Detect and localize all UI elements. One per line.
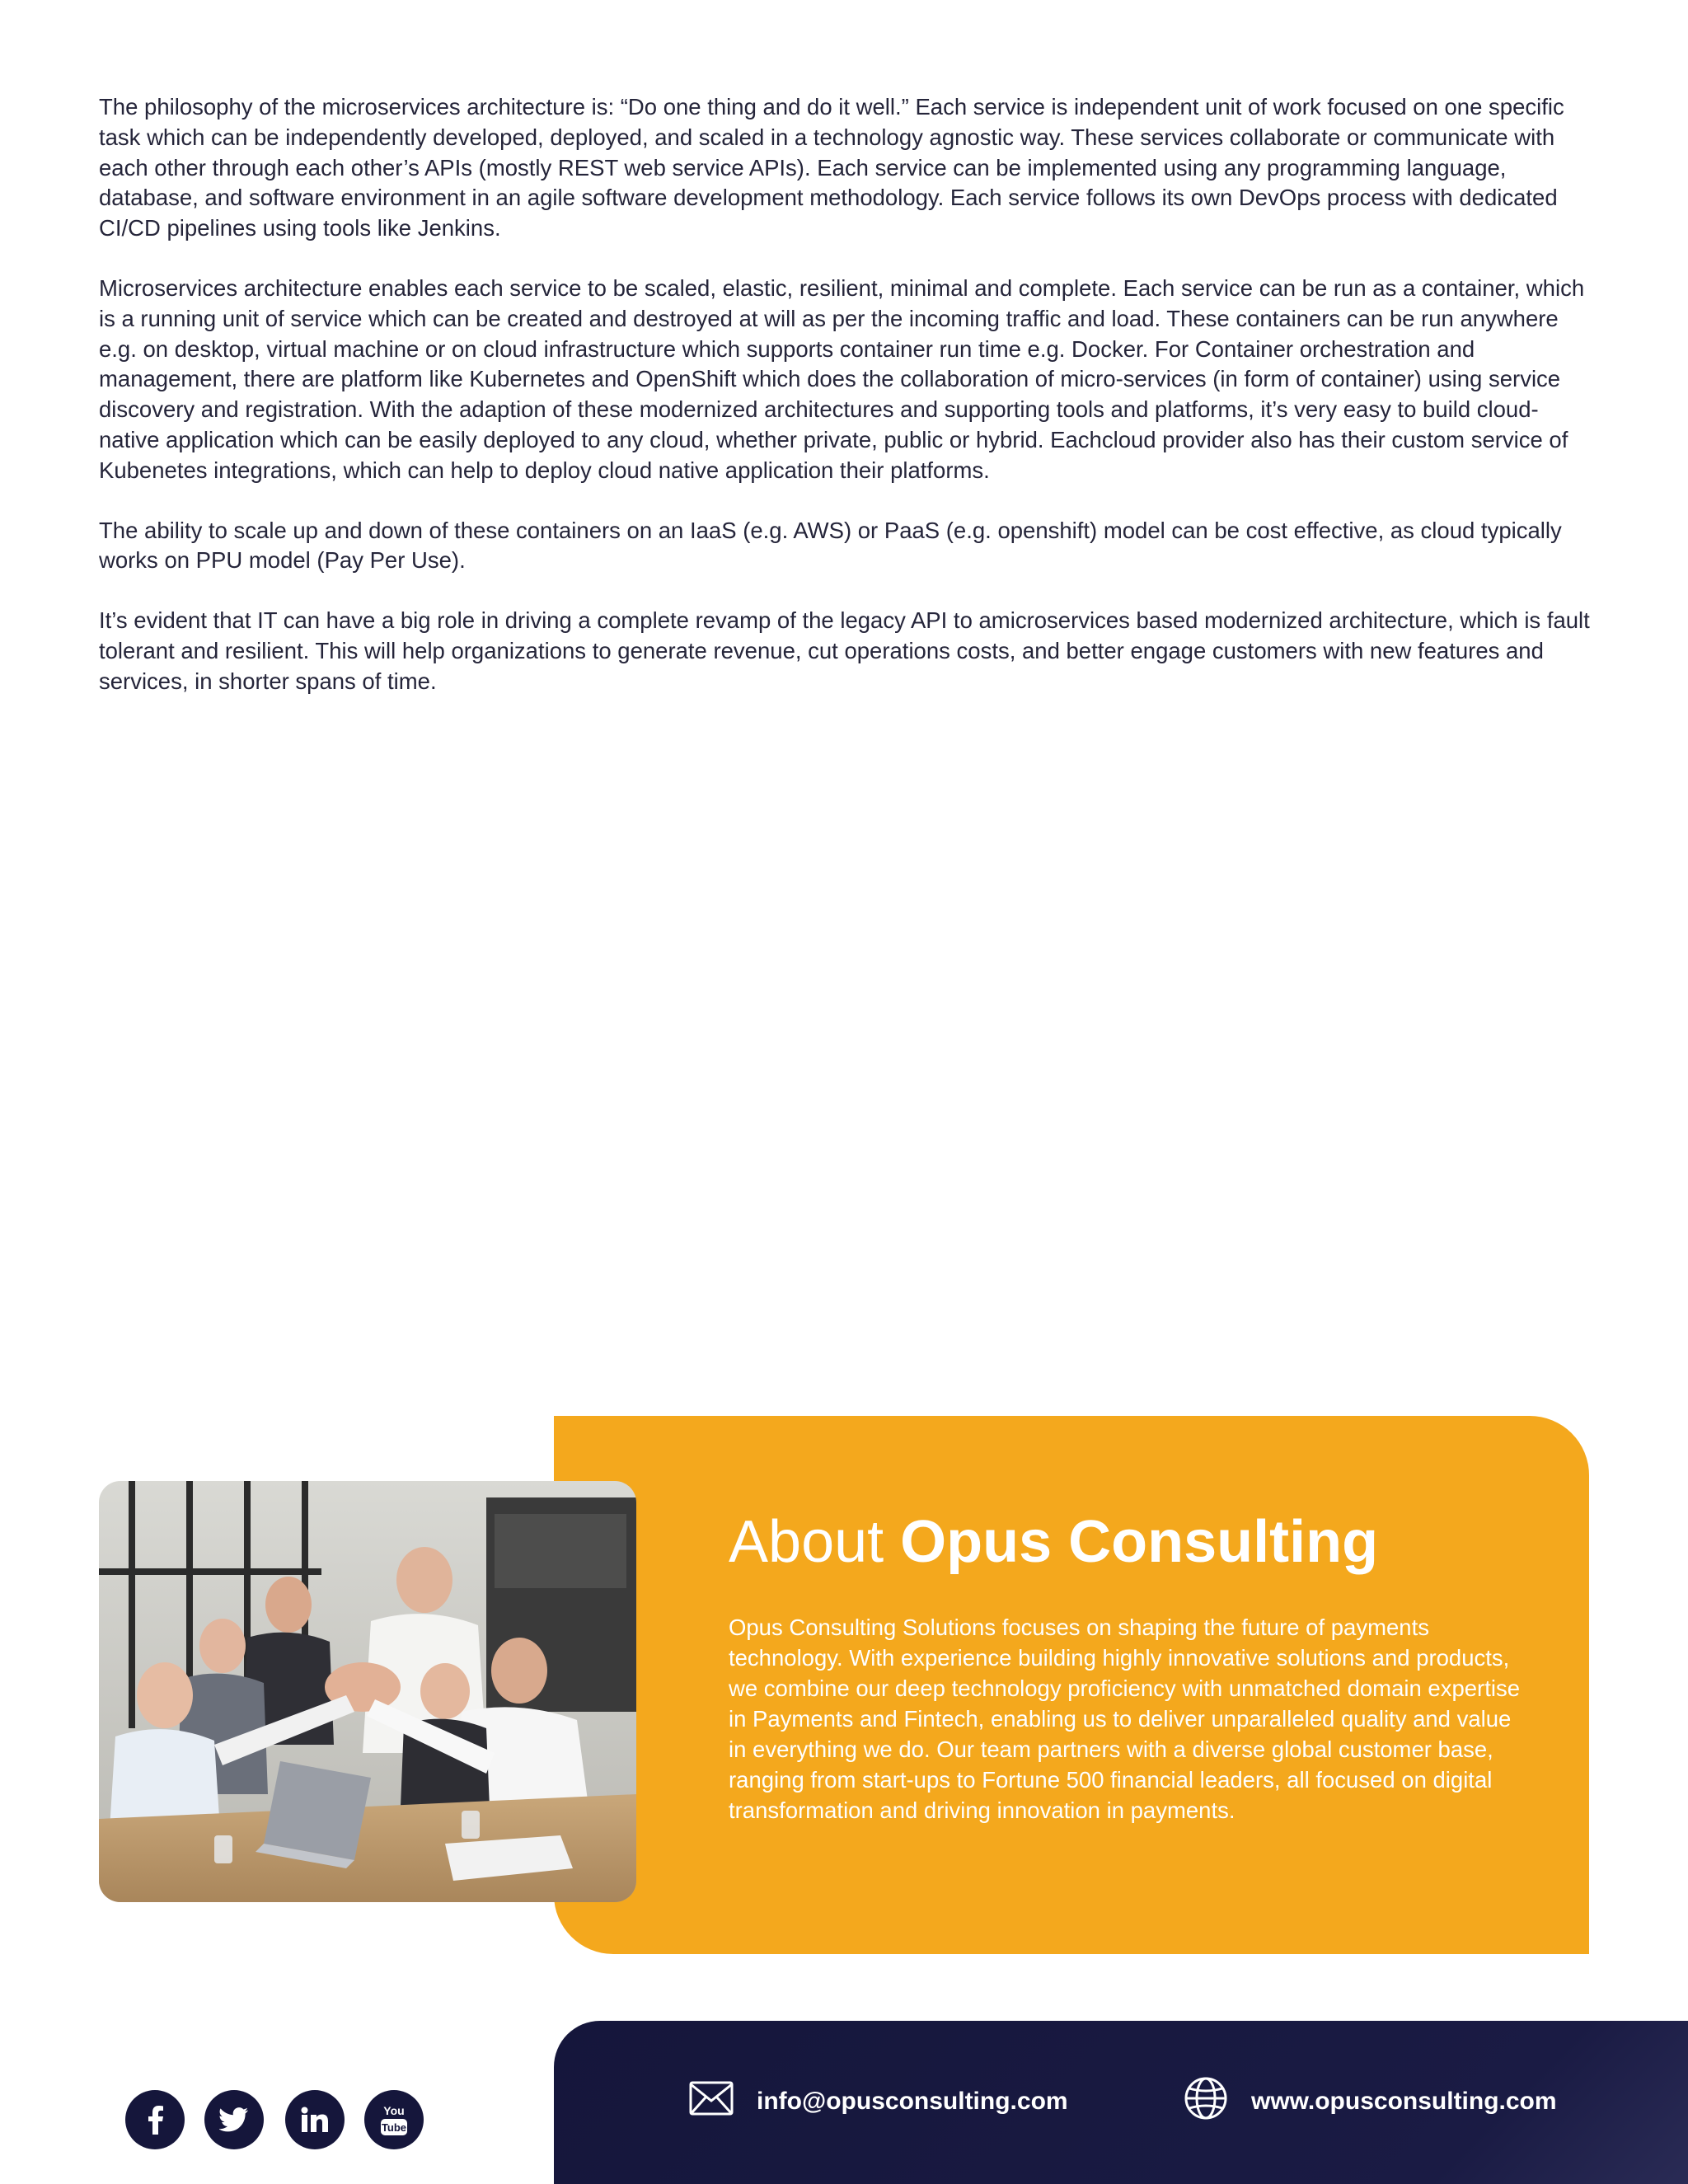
website-contact[interactable] <box>1184 2082 1557 2121</box>
facebook-icon[interactable] <box>125 2090 185 2149</box>
youtube-icon[interactable] <box>364 2090 424 2149</box>
twitter-icon[interactable] <box>204 2090 264 2149</box>
linkedin-icon[interactable] <box>285 2090 345 2149</box>
about-title-prefix: About <box>729 1509 901 1575</box>
globe-icon <box>1184 2076 1228 2127</box>
email-contact[interactable] <box>689 2082 1068 2121</box>
paragraph: The philosophy of the microservices architecture is: “Do one thing and do it well.” Each service is independent unit of work focused on one specific task which can be independently developed, deployed, and scaled in a technology agnostic way. These services collaborate or communicate with each other through each other’s APIs (mostly REST web service APIs). Each service can be implemented using any programming language, database, and software environment in an agile software development methodology. Each service follows its own DevOps process with dedicated CI/CD pipelines using tools like Jenkins. <box>99 94 1564 241</box>
paragraph: The ability to scale up and down of these containers on an IaaS (e.g. AWS) or PaaS (e.g. openshift) model can be cost effective, as cloud typically works on PPU model (Pay Per Use). <box>99 517 1562 574</box>
website-link[interactable]: www.opusconsulting.com <box>1251 2088 1557 2115</box>
about-title-company: Opus Consulting <box>900 1509 1379 1575</box>
envelope-icon <box>689 2081 734 2122</box>
article-body <box>99 92 1591 727</box>
svg-text:Tube: Tube <box>381 2121 407 2134</box>
email-link[interactable]: info@opusconsulting.com <box>757 2088 1068 2115</box>
about-title <box>729 1507 1378 1577</box>
team-high-five-photo <box>99 1481 636 1902</box>
about-description: Opus Consulting Solutions focuses on shaping the future of payments technology. With experience building highly innovative solutions and products, we combine our deep technology proficiency with unmatched domain expertise in Payments and Fintech, enabling us to deliver unparalleled quality and value in everything we do. Our team partners with a diverse global customer base, ranging from start-ups to Fortune 500 financial leaders, all focused on digital transformation and driving innovation in payments. <box>729 1615 1520 1823</box>
svg-text:You: You <box>383 2104 405 2117</box>
paragraph: It’s evident that IT can have a big role in driving a complete revamp of the legacy API to amicroservices based modernized architecture, which is fault tolerant and resilient. This will help organizations to generate revenue, cut operations costs, and better engage customers with new features and services, in shorter spans of time. <box>99 607 1590 694</box>
paragraph: Microservices architecture enables each service to be scaled, elastic, resilient, minimal and complete. Each service can be run as a container, which is a running unit of service which can be created and destroyed at will as per the incoming traffic and load. These containers can be run anywhere e.g. on desktop, virtual machine or on cloud infrastructure which supports container run time e.g. Docker. For Container orchestration and management, there are platform like Kubernetes and OpenShift which does the collaboration of micro-services (in form of container) using service discovery and registration. With the adaption of these modernized architectures and supporting tools and platforms, it’s very easy to build cloud-native application which can be easily deployed to any cloud, whether private, public or hybrid. Eachcloud provider also has their custom service of Kubenetes integrations, which can help to deploy cloud native application their platforms. <box>99 274 1585 483</box>
